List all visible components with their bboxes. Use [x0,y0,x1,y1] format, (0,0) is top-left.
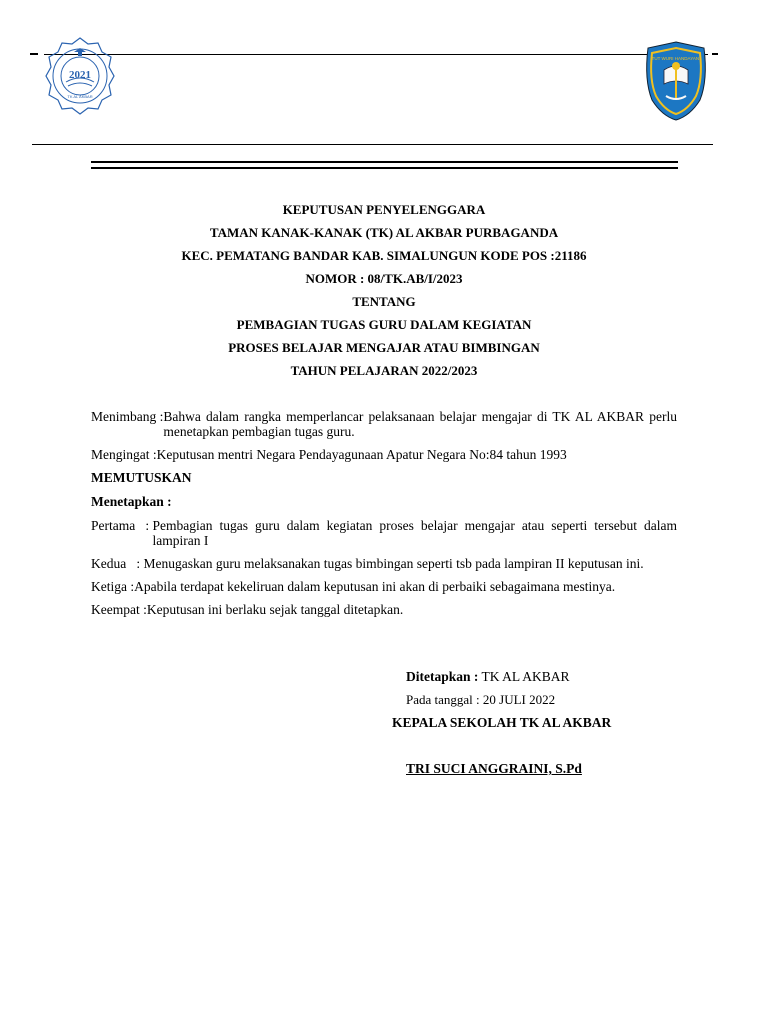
tut-wuri-handayani-logo-icon [642,40,710,122]
keempat-clause [91,602,677,617]
decree-title-block [0,201,768,385]
tanggal-value: 20 JULI 2022 [482,692,556,707]
decree-number: NOMOR : 08/TK.AB/I/2023 [305,271,463,286]
school-logo-icon [44,36,116,116]
mengingat-clause [91,447,677,462]
pertama-label: Pertama : [91,518,153,533]
ketiga-text: Apabila terdapat kekeliruan dalam keputusan ini akan di perbaiki sebagaimana mestinya. [134,579,616,594]
title-line-1: KEPUTUSAN PENYELENGGARA [282,202,486,217]
rule-dash-left [30,53,38,55]
ketiga-label: Ketiga : [91,579,135,594]
menetapkan-heading: Menetapkan : [91,494,172,509]
right-logo-ring-text: TUT WURI HANDAYANI [651,56,701,61]
signer-name [406,761,582,777]
letterhead-bottom-rule [32,144,713,145]
ditetapkan-line [406,669,570,685]
keempat-text: Keputusan ini berlaku sejak tanggal ditetapkan. [146,602,404,617]
signer-name-text: TRI SUCI ANGGRAINI, S.Pd [406,761,582,776]
logo-ring-text: TK AL AKBAR [67,94,93,99]
ditetapkan-value: TK AL AKBAR [481,669,570,684]
pertama-clause [91,518,677,548]
title-line-2: TAMAN KANAK-KANAK (TK) AL AKBAR PURBAGANDA [209,225,559,240]
ditetapkan-label: Ditetapkan : [406,669,479,684]
menimbang-text: Bahwa dalam rangka memperlancar pelaksanaan belajar mengajar di TK AL AKBAR perlu menetapkan pembagian tugas guru. [163,409,677,439]
title-line-6: PEMBAGIAN TUGAS GURU DALAM KEGIATAN [236,317,532,332]
memutuskan-heading: MEMUTUSKAN [91,470,192,485]
signer-position: KEPALA SEKOLAH TK AL AKBAR [392,715,612,730]
kedua-label: Kedua [91,556,127,571]
rule-dash-right [712,53,718,55]
title-line-3: KEC. PEMATANG BANDAR KAB. SIMALUNGUN KODE POS :21186 [181,248,587,263]
school-year: TAHUN PELAJARAN 2022/2023 [290,363,478,378]
title-line-7: PROSES BELAJAR MENGAJAR ATAU BIMBINGAN [228,340,540,355]
logo-year: 2021 [69,69,91,81]
menimbang-clause [91,409,677,439]
double-divider-rule [91,161,678,169]
ketiga-clause [91,579,677,594]
keempat-label: Keempat : [91,602,147,617]
decree-body [91,409,677,625]
tanggal-label: Pada tanggal : [406,692,483,707]
letterhead-top-rule [44,54,708,55]
mengingat-label: Mengingat : [91,447,157,462]
kedua-text: : Menugaskan guru melaksanakan tugas bimbingan seperti tsb pada lampiran II keputusan ini. [136,556,644,571]
title-line-tentang: TENTANG [352,294,416,309]
kedua-clause [91,556,677,571]
tanggal-line [406,692,555,708]
menimbang-label: Menimbang : [91,409,164,424]
pertama-text: Pembagian tugas guru dalam kegiatan proses belajar mengajar atau seperti tersebut dalam lampiran I [152,518,677,548]
mengingat-text: Keputusan mentri Negara Pendayagunaan Apatur Negara No:84 tahun 1993 [156,447,567,462]
